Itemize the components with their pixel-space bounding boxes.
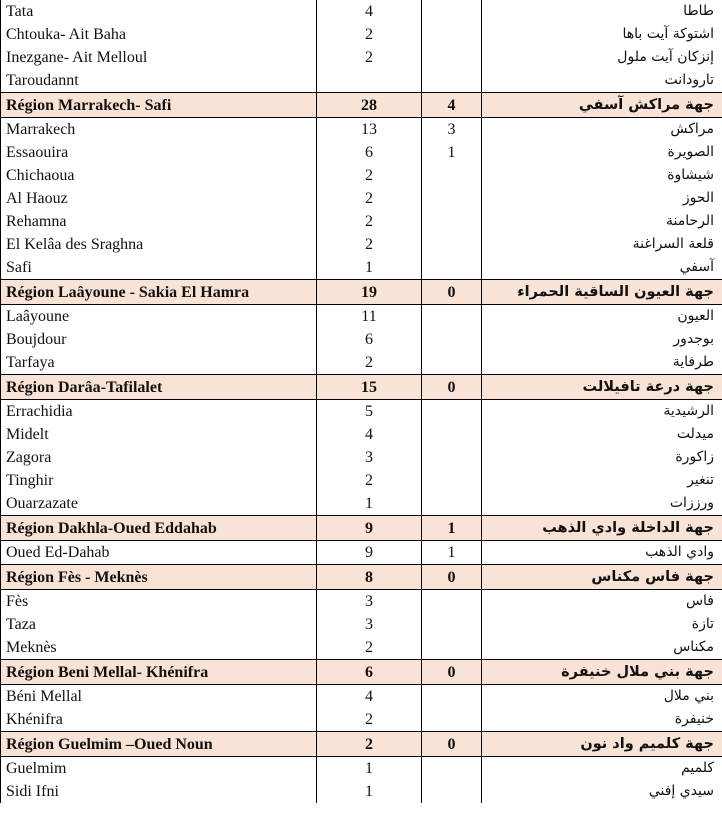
name-ar-cell: اشتوكة آيت باها (622, 26, 714, 42)
extra-count-cell: 0 (422, 732, 482, 756)
name-fr-cell: Région Darâa-Tafilalet (1, 375, 317, 399)
name-ar-cell: الصويرة (667, 144, 714, 160)
name-ar-cell: خنيفرة (674, 711, 714, 727)
table-row (1, 210, 722, 233)
count-cell (317, 69, 422, 92)
name-ar-cell: مكناس (673, 639, 714, 655)
name-fr-cell: Boujdour (1, 328, 317, 351)
table-row (1, 446, 722, 469)
name-fr-cell: Chichaoua (1, 164, 317, 187)
name-fr-cell: Région Guelmim –Oued Noun (1, 732, 317, 756)
table-row (1, 305, 722, 328)
count-cell: 5 (317, 400, 422, 423)
name-ar-cell: الرحامنة (665, 213, 714, 229)
table-row (1, 328, 722, 351)
region-header-row (1, 659, 722, 685)
table-row (1, 423, 722, 446)
extra-count-cell: 0 (422, 375, 482, 399)
table-row (1, 351, 722, 374)
name-fr-cell: Rehamna (1, 210, 317, 233)
extra-count-cell (422, 400, 482, 423)
name-ar-cell: جهة فاس مكناس (591, 569, 714, 585)
name-fr-cell: Chtouka- Ait Baha (1, 23, 317, 46)
count-cell: 1 (317, 492, 422, 515)
name-fr-cell: Région Dakhla-Oued Eddahab (1, 516, 317, 540)
name-ar-cell: قلعة السراغنة (632, 236, 714, 252)
table-row (1, 23, 722, 46)
table-row (1, 187, 722, 210)
name-fr-cell: Essaouira (1, 141, 317, 164)
count-cell: 2 (317, 708, 422, 731)
name-fr-cell: Khénifra (1, 708, 317, 731)
extra-count-cell (422, 164, 482, 187)
name-fr-cell: Tarfaya (1, 351, 317, 374)
table-row (1, 400, 722, 423)
extra-count-cell: 1 (422, 516, 482, 540)
name-ar-cell: طاطا (683, 3, 714, 19)
count-cell: 2 (317, 636, 422, 659)
count-cell: 3 (317, 613, 422, 636)
name-fr-cell: Taza (1, 613, 317, 636)
name-ar-cell: تارودانت (664, 72, 714, 88)
name-ar-cell: جهة الداخلة وادي الذهب (542, 520, 714, 536)
count-cell: 9 (317, 541, 422, 564)
name-fr-cell: El Kelâa des Sraghna (1, 233, 317, 256)
count-cell: 8 (317, 565, 422, 589)
region-header-row (1, 564, 722, 590)
name-ar-cell: جهة كلميم واد نون (580, 736, 714, 752)
name-ar-cell: جهة بني ملال خنيفرة (561, 664, 714, 680)
count-cell: 6 (317, 660, 422, 684)
name-ar-cell: تنغير (687, 472, 714, 488)
name-fr-cell: Laâyoune (1, 305, 317, 328)
name-fr-cell: Al Haouz (1, 187, 317, 210)
table-row (1, 118, 722, 141)
name-ar-cell: فاس (685, 593, 714, 609)
count-cell: 2 (317, 187, 422, 210)
name-fr-cell: Région Fès - Meknès (1, 565, 317, 589)
name-ar-cell: الحوز (682, 190, 714, 206)
count-cell: 2 (317, 233, 422, 256)
name-ar-cell: ورززات (669, 495, 714, 511)
extra-count-cell (422, 492, 482, 515)
extra-count-cell (422, 590, 482, 613)
extra-count-cell (422, 780, 482, 803)
extra-count-cell (422, 685, 482, 708)
table-row (1, 541, 722, 564)
table-row (1, 46, 722, 69)
extra-count-cell (422, 757, 482, 780)
extra-count-cell (422, 233, 482, 256)
name-ar-cell: مراكش (670, 121, 714, 137)
count-cell: 2 (317, 210, 422, 233)
table-row (1, 233, 722, 256)
extra-count-cell (422, 69, 482, 92)
name-ar-cell: جهة العيون الساقية الحمراء (517, 284, 714, 300)
region-header-row (1, 374, 722, 400)
count-cell: 3 (317, 446, 422, 469)
table-row (1, 141, 722, 164)
extra-count-cell (422, 0, 482, 23)
count-cell: 3 (317, 590, 422, 613)
name-fr-cell: Fès (1, 590, 317, 613)
table-row (1, 613, 722, 636)
count-cell: 2 (317, 732, 422, 756)
extra-count-cell: 0 (422, 280, 482, 304)
name-fr-cell: Guelmim (1, 757, 317, 780)
table-row (1, 164, 722, 187)
name-ar-cell: إنزكان آيت ملول (617, 49, 714, 65)
name-ar-cell: كلميم (681, 760, 714, 776)
extra-count-cell (422, 446, 482, 469)
extra-count-cell (422, 305, 482, 328)
extra-count-cell (422, 256, 482, 279)
name-fr-cell: Zagora (1, 446, 317, 469)
extra-count-cell (422, 708, 482, 731)
count-cell: 13 (317, 118, 422, 141)
region-header-row (1, 731, 722, 757)
count-cell: 9 (317, 516, 422, 540)
extra-count-cell: 1 (422, 541, 482, 564)
name-ar-cell: آسفي (679, 259, 714, 275)
count-cell: 11 (317, 305, 422, 328)
name-ar-cell: الرشيدية (663, 403, 714, 419)
name-fr-cell: Sidi Ifni (1, 780, 317, 803)
count-cell: 1 (317, 256, 422, 279)
region-header-row (1, 92, 722, 118)
name-ar-cell: طرفاية (672, 354, 714, 370)
name-fr-cell: Midelt (1, 423, 317, 446)
name-ar-cell: جهة مراكش آسفي (578, 97, 714, 113)
extra-count-cell (422, 23, 482, 46)
extra-count-cell: 0 (422, 660, 482, 684)
name-fr-cell: Safi (1, 256, 317, 279)
extra-count-cell: 3 (422, 118, 482, 141)
name-fr-cell: Meknès (1, 636, 317, 659)
name-fr-cell: Inezgane- Ait Melloul (1, 46, 317, 69)
table-row (1, 590, 722, 613)
name-fr-cell: Marrakech (1, 118, 317, 141)
name-ar-cell: بوجدور (673, 331, 714, 347)
name-ar-cell: شيشاوة (667, 167, 714, 183)
table-row (1, 492, 722, 515)
extra-count-cell (422, 613, 482, 636)
name-ar-cell: سيدي إفني (648, 783, 714, 799)
name-fr-cell: Errachidia (1, 400, 317, 423)
table-row (1, 69, 722, 92)
table-row (1, 708, 722, 731)
region-header-row (1, 279, 722, 305)
extra-count-cell (422, 636, 482, 659)
extra-count-cell: 0 (422, 565, 482, 589)
name-ar-cell: جهة درعة تافيلالت (582, 379, 714, 395)
name-fr-cell: Tinghir (1, 469, 317, 492)
table-row (1, 780, 722, 803)
count-cell: 15 (317, 375, 422, 399)
extra-count-cell: 4 (422, 93, 482, 117)
name-fr-cell: Région Marrakech- Safi (1, 93, 317, 117)
name-fr-cell: Région Beni Mellal- Khénifra (1, 660, 317, 684)
extra-count-cell (422, 351, 482, 374)
name-fr-cell: Région Laâyoune - Sakia El Hamra (1, 280, 317, 304)
count-cell: 4 (317, 423, 422, 446)
count-cell: 4 (317, 685, 422, 708)
table-row (1, 0, 722, 23)
name-ar-cell: تازة (691, 616, 714, 632)
count-cell: 2 (317, 351, 422, 374)
extra-count-cell (422, 210, 482, 233)
extra-count-cell (422, 469, 482, 492)
name-ar-cell: زاكورة (675, 449, 714, 465)
count-cell: 2 (317, 164, 422, 187)
name-ar-cell: وادي الذهب (645, 544, 714, 560)
count-cell: 19 (317, 280, 422, 304)
name-ar-cell: ميدلت (676, 426, 714, 442)
region-header-row (1, 515, 722, 541)
count-cell: 6 (317, 328, 422, 351)
name-fr-cell: Ouarzazate (1, 492, 317, 515)
extra-count-cell (422, 328, 482, 351)
name-ar-cell: بني ملال (663, 688, 714, 704)
count-cell: 2 (317, 469, 422, 492)
extra-count-cell (422, 187, 482, 210)
name-fr-cell: Béni Mellal (1, 685, 317, 708)
name-fr-cell: Taroudannt (1, 69, 317, 92)
extra-count-cell (422, 423, 482, 446)
count-cell: 28 (317, 93, 422, 117)
table-row (1, 636, 722, 659)
count-cell: 1 (317, 757, 422, 780)
count-cell: 6 (317, 141, 422, 164)
count-cell: 1 (317, 780, 422, 803)
table-row (1, 757, 722, 780)
name-fr-cell: Oued Ed-Dahab (1, 541, 317, 564)
name-fr-cell: Tata (1, 0, 317, 23)
count-cell: 2 (317, 46, 422, 69)
extra-count-cell (422, 46, 482, 69)
table-row (1, 685, 722, 708)
table-row (1, 469, 722, 492)
count-cell: 2 (317, 23, 422, 46)
name-ar-cell: العيون (677, 308, 714, 324)
count-cell: 4 (317, 0, 422, 23)
table-row (1, 256, 722, 279)
extra-count-cell: 1 (422, 141, 482, 164)
